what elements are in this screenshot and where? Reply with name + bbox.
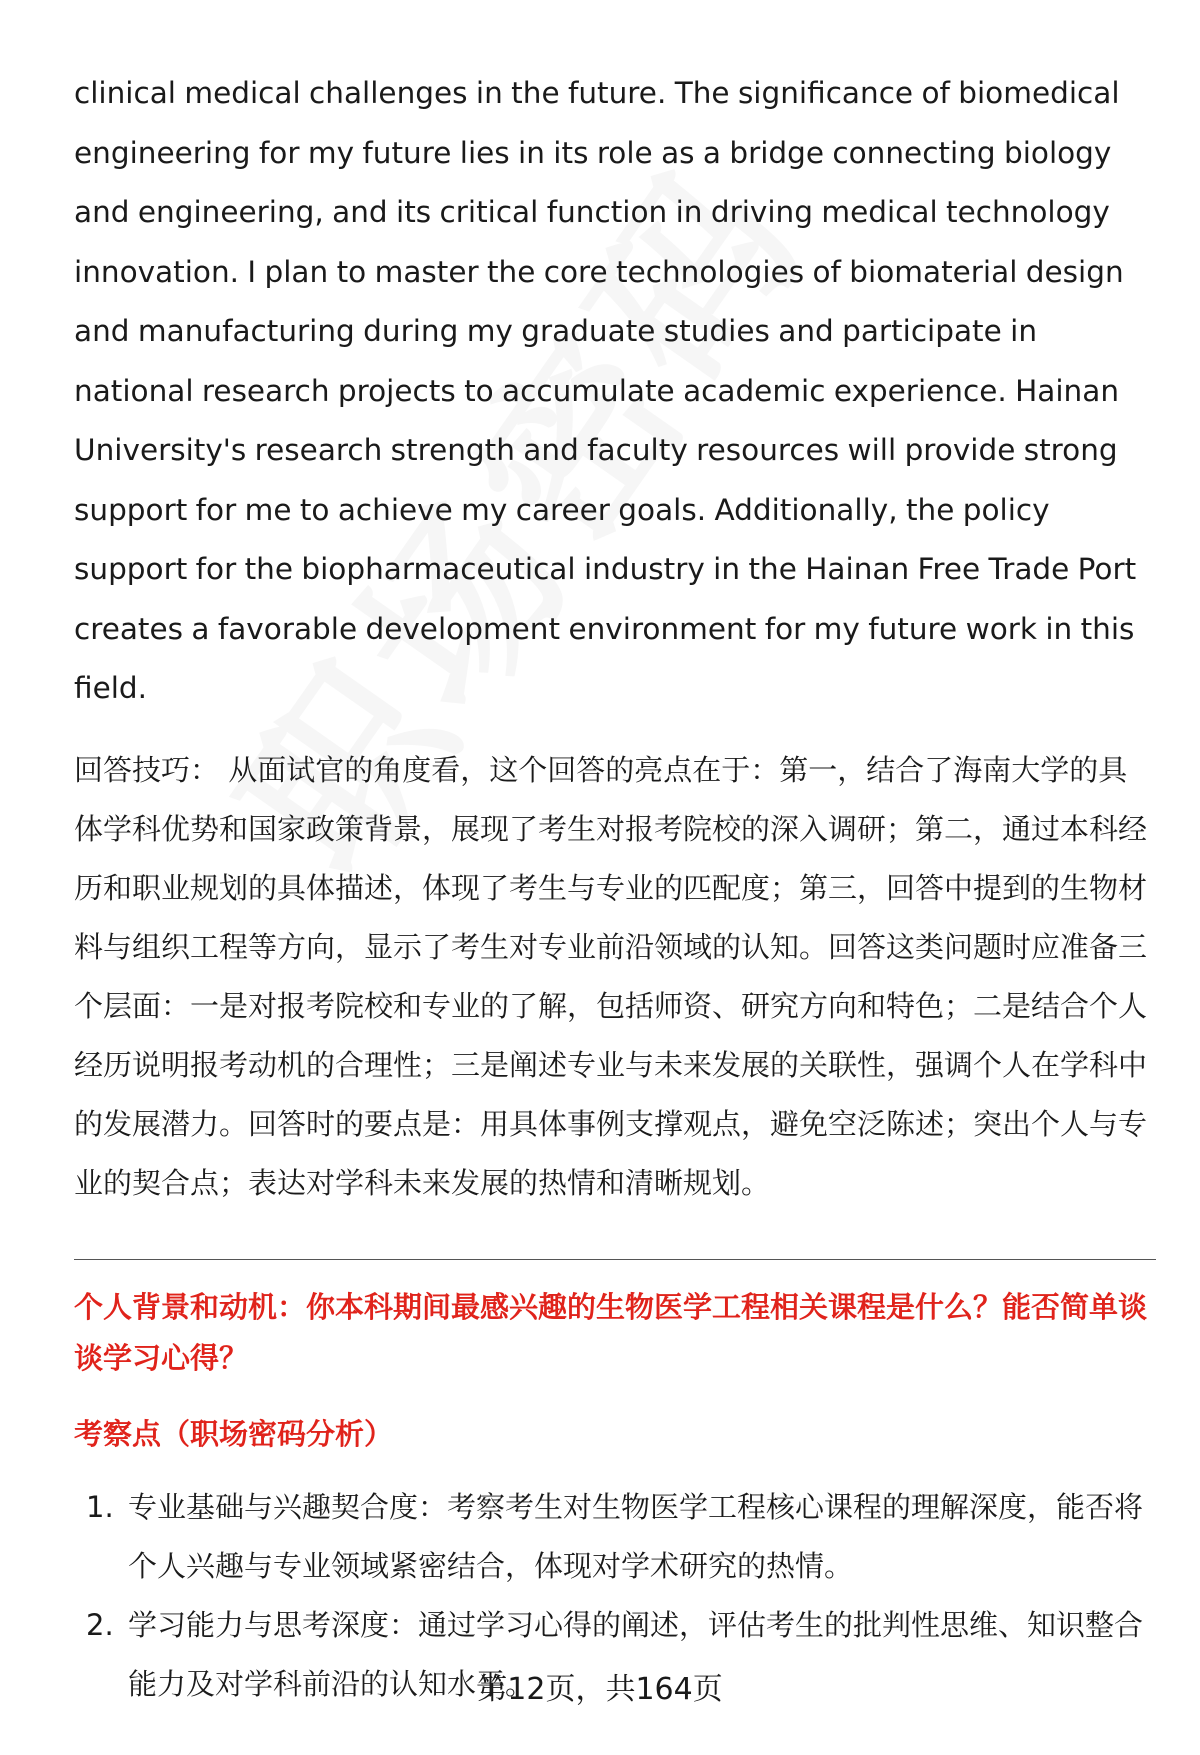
tips-paragraph — [74, 741, 1156, 1213]
list-item-text: 学习能力与思考深度：通过学习心得的阐述，评估考生的批判性思维、知识整合能力及对学科前沿的认知水平。 — [128, 1607, 1144, 1701]
question-heading: 个人背景和动机：你本科期间最感兴趣的生物医学工程相关课程是什么？能否简单谈谈学习心得？ — [74, 1289, 1148, 1375]
list-item-number: 2. — [86, 1607, 114, 1642]
section-divider — [74, 1259, 1156, 1260]
analysis-heading: 考察点（职场密码分析） — [74, 1416, 394, 1451]
list-item-text: 专业基础与兴趣契合度：考察考生对生物医学工程核心课程的理解深度，能否将个人兴趣与专业领域紧密结合，体现对学术研究的热情。 — [128, 1489, 1144, 1583]
list-item-number: 1. — [86, 1489, 114, 1524]
tips-spacer — [219, 753, 228, 787]
list-item — [74, 1478, 1156, 1596]
tips-text: 从面试官的角度看，这个回答的亮点在于：第一，结合了海南大学的具体学科优势和国家政策背景，展现了考生对报考院校的深入调研；第二，通过本科经历和职业规划的具体描述，体现了考生与专业的匹配度；第三，回答中提到的生物材料与组织工程等方向，显示了考生对专业前沿领域的认知。回答这类问题时应准备三个层面：一是对报考院校和专业的了解，包括师资、研究方向和特色；二是结合个人经历说明报考动机的合理性；三是阐述专业与未来发展的关联性，强调个人在学科中的发展潜力。回答时的要点是：用具体事例支撑观点，避免空泛陈述；突出个人与专业的契合点；表达对学科未来发展的热情和清晰规划。 — [74, 752, 1148, 1200]
tips-label: 回答技巧： — [74, 752, 220, 787]
answer-paragraph: clinical medical challenges in the future. The significance of biomedical engineering for my future lies in its role as a bridge connecting biology and engineering, and its critical function in driving medical technology innovation. I plan to master the core technologies of biomaterial design and manufacturing during my graduate studies and participate in national research projects to accumulate academic experience. Hainan University's research strength and faculty resources will provide strong support for me to achieve my career goals. Additionally, the policy support for the biopharmaceutical industry in the Hainan Free Trade Port creates a favorable development environment for my future work in this field. — [74, 76, 1137, 705]
document-page — [74, 64, 1156, 1714]
page-number-footer: 第12页，共164页 — [477, 1672, 723, 1707]
